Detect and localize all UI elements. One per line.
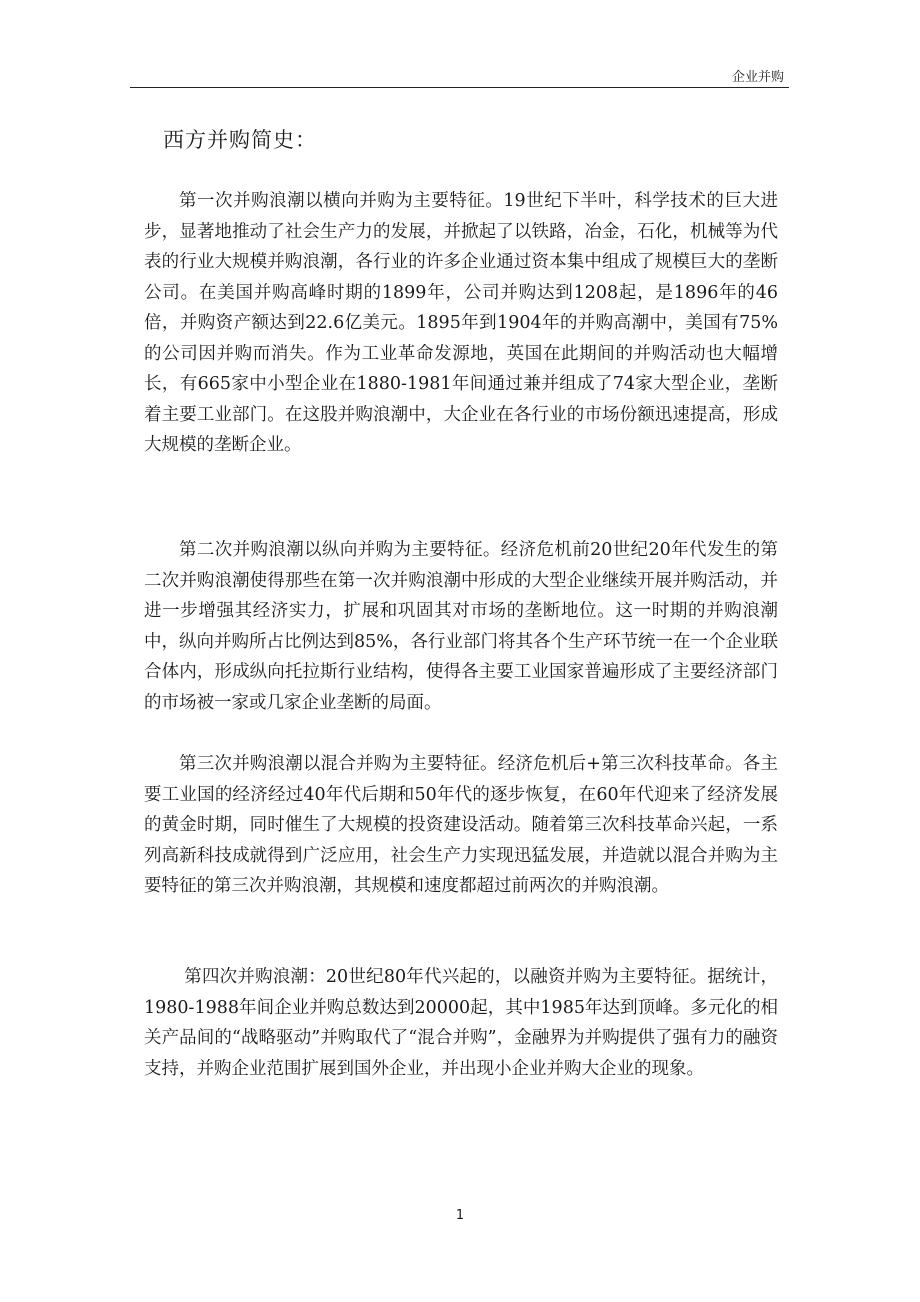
header-divider xyxy=(130,87,789,88)
paragraph-fourth-wave: 第四次并购浪潮：20世纪80年代兴起的，以融资并购为主要特征。据统计，1980-1988年间企业并购总数达到20000起，其中1985年达到顶峰。多元化的相关产品间的“战略驱动”并购取代了“混合并购”，金融界为并购提供了强有力的融资支持，并购企业范围扩展到国外企业，并出现小企业并购大企业的现象。 xyxy=(144,967,778,1079)
paragraph-third-wave: 第三次并购浪潮以混合并购为主要特征。经济危机后+第三次科技革命。各主要工业国的经济经过40年代后期和50年代的逐步恢复，在60年代迎来了经济发展的黄金时期，同时催生了大规模的投资建设活动。随着第三次科技革命兴起，一系列高新科技成就得到广泛应用，社会生产力实现迅猛发展，并造就以混合并购为主要特征的第三次并购浪潮，其规模和速度都超过前两次的并购浪潮。 xyxy=(144,754,778,896)
paragraph-first-wave: 第一次并购浪潮以横向并购为主要特征。19世纪下半叶，科学技术的巨大进步，显著地推动了社会生产力的发展，并掀起了以铁路，冶金，石化，机械等为代表的行业大规模并购浪潮，各行业的许多企业通过资本集中组成了规模巨大的垄断公司。在美国并购高峰时期的1899年，公司并购达到1208起，是1896年的46倍，并购资产额达到22.6亿美元。1895年到1904年的并购高潮中，美国有75%的公司因并购而消失。作为工业革命发源地，英国在此期间的并购活动也大幅增长，有665家中小型企业在1880-1981年间通过兼并组成了74家大型企业，垄断着主要工业部门。在这股并购浪潮中，大企业在各行业的市场份额迅速提高，形成大规模的垄断企业。 xyxy=(144,191,778,455)
running-header: 企业并购 xyxy=(731,70,784,85)
paragraph-second-wave: 第二次并购浪潮以纵向并购为主要特征。经济危机前20世纪20年代发生的第二次并购浪潮使得那些在第一次并购浪潮中形成的大型企业继续开展并购活动，并进一步增强其经济实力，扩展和巩固其对市场的垄断地位。这一时期的并购浪潮中，纵向并购所占比例达到85%，各行业部门将其各个生产环节统一在一个企业联合体内，形成纵向托拉斯行业结构，使得各主要工业国家普遍形成了主要经济部门的市场被一家或几家企业垄断的局面。 xyxy=(144,540,778,713)
page-number: 1 xyxy=(455,1208,465,1223)
document-title: 西方并购简史： xyxy=(163,128,317,152)
